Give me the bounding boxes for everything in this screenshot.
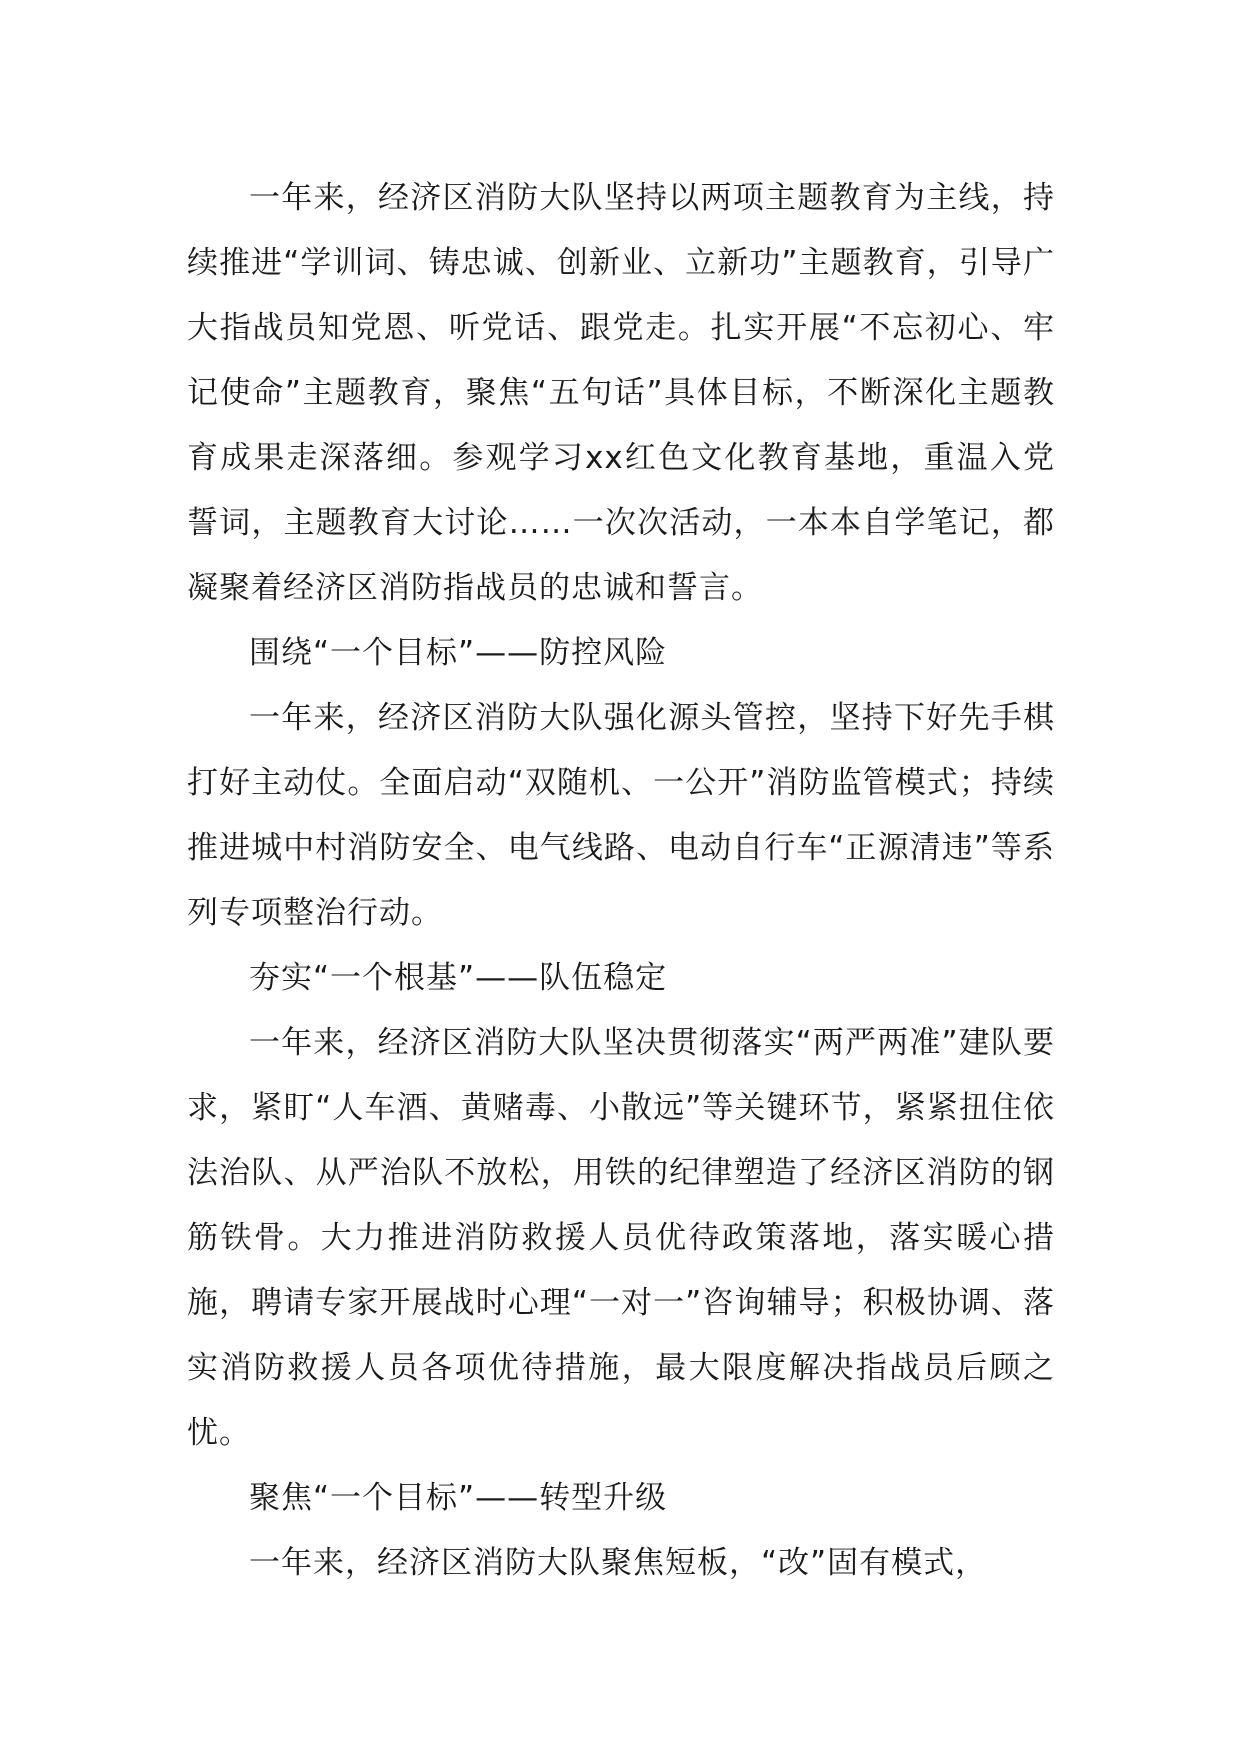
- paragraph-risk-control: 一年来，经济区消防大队强化源头管控，坚持下好先手棋打好主动仗。全面启动“双随机、一公开”消防监管模式；持续推进城中村消防安全、电气线路、电动自行车“正源清违”等系列专项整治行动。: [187, 700, 1055, 931]
- paragraph-party-education: 一年来，经济区消防大队坚持以两项主题教育为主线，持续推进“学训词、铸忠诚、创新业、立新功”主题教育，引导广大指战员知党恩、听党话、跟党走。扎实开展“不忘初心、牢记使命”主题教育，聚焦“五句话”具体目标，不断深化主题教育成果走深落细。参观学习xx红色文化教育基地，重温入党誓词，主题教育大讨论……一次次活动，一本本自学笔记，都凝聚着经济区消防指战员的忠诚和誓言。: [187, 180, 1055, 606]
- paragraph-transformation: 一年来，经济区消防大队聚焦短板，“改”固有模式，: [249, 1545, 988, 1581]
- section-heading-transformation: 聚焦“一个目标”——转型升级: [249, 1480, 668, 1516]
- document-body: [187, 166, 1055, 1596]
- paragraph-team-stability: 一年来，经济区消防大队坚决贯彻落实“两严两准”建队要求，紧盯“人车酒、黄赌毒、小散远”等关键环节，紧紧扭住依法治队、从严治队不放松，用铁的纪律塑造了经济区消防的钢筋铁骨。大力推进消防救援人员优待政策落地，落实暖心措施，聘请专家开展战时心理“一对一”咨询辅导；积极协调、落实消防救援人员各项优待措施，最大限度解决指战员后顾之忧。: [187, 1025, 1055, 1451]
- section-heading-team-stability: 夯实“一个根基”——队伍稳定: [249, 960, 668, 996]
- section-heading-risk-control: 围绕“一个目标”——防控风险: [249, 635, 668, 671]
